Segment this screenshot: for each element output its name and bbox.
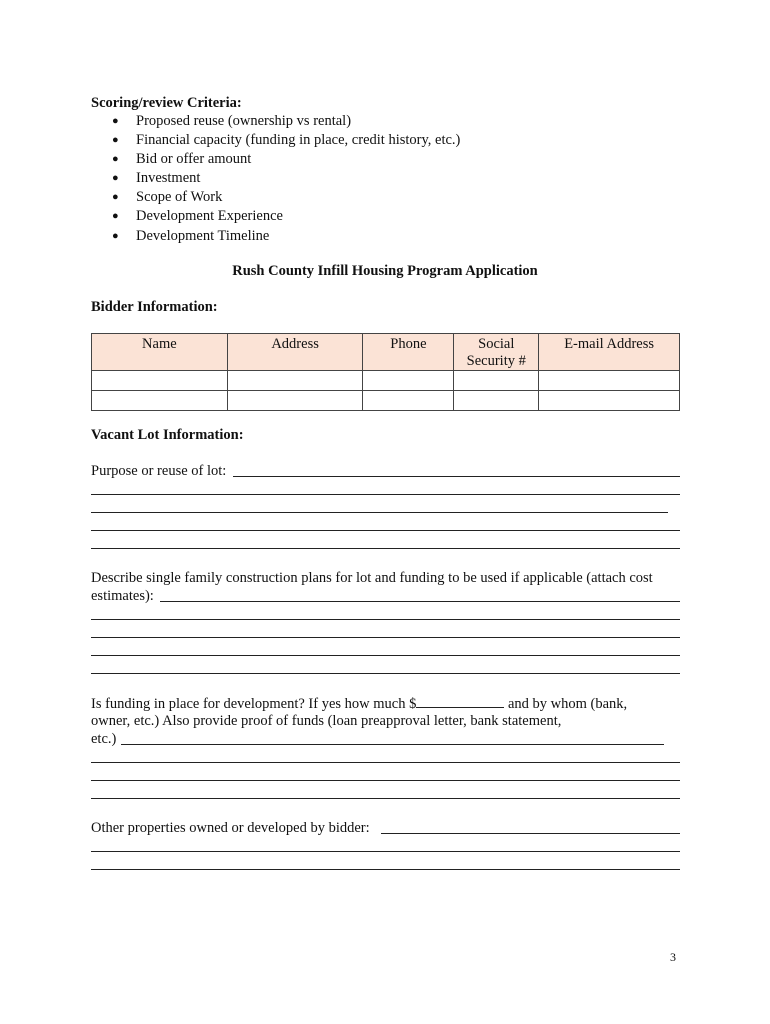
email-cell[interactable]: [539, 371, 680, 391]
list-item: ● Investment: [112, 170, 201, 187]
construction-label-line1: Describe single family construction plans for lot and funding to be used if applicable (attach cost: [91, 570, 653, 586]
bullet-icon: ●: [112, 210, 119, 223]
column-header-phone: Phone: [363, 334, 454, 371]
bullet-icon: ●: [112, 134, 119, 147]
list-item: ● Development Timeline: [112, 227, 270, 244]
scoring-heading: Scoring/review Criteria:: [91, 95, 242, 111]
construction-field-line[interactable]: [91, 673, 680, 674]
name-cell[interactable]: [92, 371, 228, 391]
vacant-lot-heading: Vacant Lot Information:: [91, 427, 244, 443]
address-cell[interactable]: [227, 391, 363, 411]
bullet-icon: ●: [112, 229, 119, 242]
construction-field-line[interactable]: [91, 619, 680, 620]
list-item: ● Financial capacity (funding in place, credit history, etc.): [112, 132, 461, 149]
purpose-field-line[interactable]: [91, 530, 680, 531]
other-properties-field-line[interactable]: [91, 851, 680, 852]
funding-label-line1: Is funding in place for development? If yes how much $ and by whom (bank,: [91, 696, 628, 712]
purpose-field-line[interactable]: [91, 494, 680, 495]
ssn-cell[interactable]: [454, 391, 539, 411]
funding-amount-field[interactable]: [416, 694, 504, 708]
ssn-cell[interactable]: [454, 371, 539, 391]
column-header-email: E-mail Address: [539, 334, 680, 371]
funding-field-line[interactable]: [91, 780, 680, 781]
table-row: [92, 371, 680, 391]
column-header-address: Address: [227, 334, 363, 371]
column-header-ssn: Social Security #: [454, 334, 539, 371]
bullet-icon: ●: [112, 172, 119, 185]
bullet-icon: ●: [112, 191, 119, 204]
purpose-field-line[interactable]: [91, 548, 680, 549]
list-item: ● Development Experience: [112, 208, 283, 225]
table-row: [92, 391, 680, 411]
funding-field-line[interactable]: [91, 798, 680, 799]
other-properties-label: Other properties owned or developed by bidder:: [91, 820, 370, 836]
purpose-field[interactable]: [233, 476, 680, 477]
purpose-field-line[interactable]: [91, 512, 668, 513]
scoring-list: [91, 112, 460, 246]
bidder-table: [91, 333, 680, 411]
construction-label-line2: estimates):: [91, 588, 154, 604]
other-properties-field-line[interactable]: [91, 869, 680, 870]
bullet-icon: ●: [112, 153, 119, 166]
page-number: 3: [670, 950, 676, 964]
list-item: ● Bid or offer amount: [112, 151, 252, 168]
construction-field-line[interactable]: [91, 637, 680, 638]
list-item: ● Proposed reuse (ownership vs rental): [112, 113, 352, 129]
phone-cell[interactable]: [363, 391, 454, 411]
other-properties-field[interactable]: [381, 833, 680, 834]
funding-label-line2: owner, etc.) Also provide proof of funds (loan preapproval letter, bank statement,: [91, 713, 562, 729]
funding-label-line3: etc.): [91, 731, 117, 747]
name-cell[interactable]: [92, 391, 228, 411]
purpose-label: Purpose or reuse of lot:: [91, 463, 227, 479]
list-item: ● Scope of Work: [112, 189, 223, 206]
table-header-row: [92, 334, 680, 371]
column-header-name: Name: [92, 334, 228, 371]
address-cell[interactable]: [227, 371, 363, 391]
bullet-icon: ●: [112, 115, 119, 127]
funding-field-line[interactable]: [91, 762, 680, 763]
phone-cell[interactable]: [363, 371, 454, 391]
construction-field[interactable]: [160, 601, 680, 602]
bidder-heading: Bidder Information:: [91, 299, 218, 315]
construction-field-line[interactable]: [91, 655, 680, 656]
email-cell[interactable]: [539, 391, 680, 411]
funding-field[interactable]: [121, 744, 664, 745]
page-title: Rush County Infill Housing Program Application: [232, 263, 538, 279]
